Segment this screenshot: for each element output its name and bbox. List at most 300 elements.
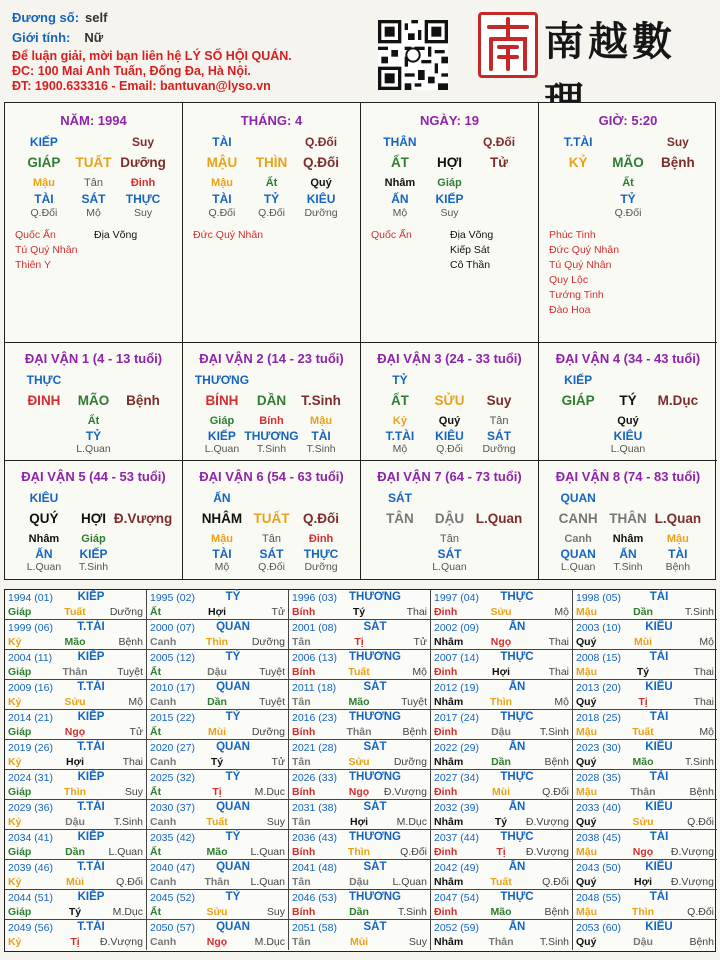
year-stage: Thai xyxy=(122,756,143,768)
year-branch: Dần xyxy=(349,906,369,918)
year-cell xyxy=(5,680,147,710)
year-branch: Thìn xyxy=(205,636,229,648)
pillar-row-cell: Tử xyxy=(490,155,509,170)
year-label: 2010 (17) xyxy=(150,682,195,694)
year-stage: Bệnh xyxy=(544,756,569,768)
year-stage: Suy xyxy=(266,816,285,828)
year-stem: Quý xyxy=(576,636,597,648)
year-stem: Quý xyxy=(576,936,597,948)
year-cell xyxy=(147,860,289,890)
dai-van-title: ĐẠI VẬN 8 (74 - 83 tuổi) xyxy=(555,469,701,484)
year-stem: Mậu xyxy=(576,666,597,678)
dai-van-hidden-cell: TỶ xyxy=(85,429,102,443)
pillar-row-cell: Q.Đối xyxy=(305,135,338,149)
dai-van-hidden-cell: T.Sinh xyxy=(78,561,109,573)
dai-van-hidden-cell: SÁT xyxy=(259,547,284,561)
contact-line: Để luận giải, mời bạn liên hệ LÝ SỐ HỘI QUÁN. xyxy=(12,49,292,63)
year-stage: L.Quan xyxy=(250,876,285,888)
pillar-note: Đức Quý Nhân xyxy=(193,229,264,241)
year-cell xyxy=(431,890,573,920)
year-stem: Giáp xyxy=(8,846,32,858)
pillar-row-cell: Mộ xyxy=(392,207,408,219)
year-stem: Kỷ xyxy=(8,636,22,648)
dai-van-cell xyxy=(539,461,717,579)
pillar-row-cell: TỶ xyxy=(263,192,280,206)
year-stem: Tân xyxy=(292,816,311,828)
year-label: 2020 (27) xyxy=(150,742,195,754)
year-god: QUAN xyxy=(216,621,250,633)
pillar-note: Đức Quý Nhân xyxy=(549,244,620,256)
year-stem: Tân xyxy=(292,696,311,708)
owner-value: self xyxy=(85,10,108,25)
year-god: KIÊU xyxy=(645,921,673,933)
year-god: THƯƠNG xyxy=(349,591,401,603)
year-stem: Giáp xyxy=(8,786,32,798)
year-label: 1996 (03) xyxy=(292,592,337,604)
dai-van-cell xyxy=(5,343,183,461)
pillar-row-cell: Ất xyxy=(622,177,634,189)
year-god: KIẾP xyxy=(77,711,105,723)
year-cell xyxy=(5,770,147,800)
year-label: 2006 (13) xyxy=(292,652,337,664)
year-label: 2011 (18) xyxy=(292,682,337,694)
dai-van-hidden-cell: TÀI xyxy=(668,547,688,561)
year-cell xyxy=(431,770,573,800)
year-branch: Sửu xyxy=(490,606,512,618)
year-stem: Tân xyxy=(292,936,311,948)
dai-van-hidden-cell: Nhâm xyxy=(612,533,644,545)
year-branch: Thìn xyxy=(631,906,655,918)
pillar-title: NĂM: 1994 xyxy=(60,113,127,128)
year-branch: Mùi xyxy=(491,786,511,798)
year-god: THỰC xyxy=(500,651,534,663)
year-god: KIẾP xyxy=(77,771,105,783)
dai-van-title: ĐẠI VẬN 3 (24 - 33 tuổi) xyxy=(377,351,522,366)
year-cell xyxy=(431,800,573,830)
year-stage: Bệnh xyxy=(118,636,143,648)
year-stage: Dưỡng xyxy=(251,636,285,648)
year-stage: T.Sinh xyxy=(539,726,569,738)
year-branch: Hợi xyxy=(350,816,368,828)
year-stage: Thai xyxy=(548,636,569,648)
year-god: QUAN xyxy=(216,861,250,873)
year-stage: Mộ xyxy=(699,636,714,648)
seal-stamp-icon xyxy=(478,12,538,78)
pillar-row-cell: Suy xyxy=(132,135,155,149)
year-stem: Mậu xyxy=(576,606,597,618)
year-stage: Mộ xyxy=(699,726,714,738)
year-branch: Mùi xyxy=(65,876,85,888)
year-stage: M.Dục xyxy=(112,906,143,918)
year-branch: Hợi xyxy=(66,756,84,768)
dai-van-main-cell: ĐINH xyxy=(27,393,61,408)
pillar-row-cell: Q.Đối xyxy=(483,135,516,149)
dai-van-hidden-cell: T.TÀI xyxy=(385,429,415,443)
dai-van-main-cell: CANH xyxy=(558,511,598,526)
year-branch: Tý xyxy=(68,906,82,918)
dai-van-hidden-cell: T.Sinh xyxy=(613,561,643,573)
year-label: 2027 (34) xyxy=(434,772,479,784)
year-god: TÀI xyxy=(649,651,669,663)
year-god: TỶ xyxy=(225,651,241,663)
year-stem: Ất xyxy=(150,666,162,678)
year-label: 2052 (59) xyxy=(434,922,479,934)
year-stem: Canh xyxy=(150,816,177,828)
year-label: 2041 (48) xyxy=(292,862,337,874)
year-stem: Kỷ xyxy=(8,756,22,768)
year-cell xyxy=(147,890,289,920)
pillar-row-cell: THÂN xyxy=(383,135,417,149)
year-branch: Mão xyxy=(632,756,654,768)
year-branch: Sửu xyxy=(348,756,370,768)
year-branch: Thìn xyxy=(489,696,513,708)
year-label: 2038 (45) xyxy=(576,832,621,844)
dai-van-god: THỰC xyxy=(26,373,62,387)
year-god: KIÊU xyxy=(645,741,673,753)
year-stem: Kỷ xyxy=(8,696,22,708)
dai-van-main-cell: DẦN xyxy=(256,393,287,408)
year-stem: Đinh xyxy=(434,666,458,678)
year-cell xyxy=(5,710,147,740)
dai-van-hidden-cell: QUAN xyxy=(560,547,596,561)
dai-van-main-cell: SỬU xyxy=(434,393,465,408)
pillar-row-cell: Suy xyxy=(440,207,459,219)
pillar-row-cell: TỶ xyxy=(620,192,636,206)
pillar-note: Quốc Ấn xyxy=(371,229,412,241)
year-branch: Hợi xyxy=(492,666,510,678)
year-cell xyxy=(431,680,573,710)
year-stage: Suy xyxy=(408,936,427,948)
pillar-row-cell: Suy xyxy=(666,135,689,149)
pillar-row-cell: Đinh xyxy=(130,177,156,189)
year-god: THƯƠNG xyxy=(349,891,401,903)
year-stem: Quý xyxy=(576,816,597,828)
year-stage: T.Sinh xyxy=(397,906,427,918)
pillar-row-cell: THỰC xyxy=(125,192,161,206)
dai-van-main-cell: Suy xyxy=(486,393,512,408)
year-cell xyxy=(573,890,717,920)
year-stage: Đ.Vượng xyxy=(670,846,714,858)
pillar-title: NGÀY: 19 xyxy=(420,113,479,128)
palace-grid xyxy=(4,102,716,580)
year-stem: Canh xyxy=(150,936,177,948)
year-label: 2043 (50) xyxy=(576,862,621,874)
year-branch: Mùi xyxy=(633,636,653,648)
dai-van-hidden-cell: Canh xyxy=(564,533,592,545)
dai-van-hidden-cell: T.Sinh xyxy=(256,443,287,455)
dai-van-hidden-cell: L.Quan xyxy=(432,561,467,573)
year-stage: Tuyệt xyxy=(117,666,143,678)
year-stage: Bệnh xyxy=(689,786,714,798)
year-cell xyxy=(147,830,289,860)
year-cell xyxy=(147,800,289,830)
pillar-row-cell: Dưỡng xyxy=(120,155,166,170)
year-stem: Mậu xyxy=(576,786,597,798)
year-label: 2034 (41) xyxy=(8,832,53,844)
year-branch: Hợi xyxy=(634,876,652,888)
year-god: THƯƠNG xyxy=(349,651,401,663)
year-cell xyxy=(289,710,431,740)
year-stage: Bệnh xyxy=(689,936,714,948)
pillar-row-cell: GIÁP xyxy=(27,155,61,170)
year-label: 2049 (56) xyxy=(8,922,53,934)
year-god: ẤN xyxy=(508,681,526,693)
dai-van-hidden-cell: Dưỡng xyxy=(304,561,338,573)
year-branch: Dậu xyxy=(491,726,511,738)
year-cell xyxy=(431,650,573,680)
year-stem: Tân xyxy=(292,756,311,768)
dai-van-cell xyxy=(5,461,183,579)
year-branch: Tý xyxy=(636,666,650,678)
pillar-row-cell: Giáp xyxy=(437,177,462,189)
year-branch: Tuất xyxy=(632,726,654,738)
pillar-note: Quốc Ấn xyxy=(15,229,56,241)
year-label: 2051 (58) xyxy=(292,922,337,934)
year-stem: Bính xyxy=(292,786,316,798)
year-branch: Tuất xyxy=(348,666,370,678)
pillar-row-cell: Tân xyxy=(84,177,103,189)
dai-van-main-cell: M.Dục xyxy=(657,393,699,408)
pillar-row-cell: Dưỡng xyxy=(304,207,338,219)
year-label: 2023 (30) xyxy=(576,742,621,754)
year-stage: M.Dục xyxy=(254,786,285,798)
year-label: 2022 (29) xyxy=(434,742,479,754)
year-stem: Nhâm xyxy=(434,636,464,648)
year-stem: Nhâm xyxy=(434,936,464,948)
year-god: QUAN xyxy=(216,681,250,693)
year-label: 1994 (01) xyxy=(8,592,53,604)
dai-van-hidden-cell: SÁT xyxy=(437,547,462,561)
year-label: 2050 (57) xyxy=(150,922,195,934)
year-branch: Thân xyxy=(204,876,230,888)
year-cell xyxy=(147,920,289,950)
year-stage: Tuyệt xyxy=(401,696,427,708)
year-cell xyxy=(289,650,431,680)
year-stage: Tử xyxy=(271,756,285,768)
pillar-row-cell: KIẾP xyxy=(435,192,464,206)
pillar-note: Thiên Y xyxy=(15,259,51,271)
year-god: ẤN xyxy=(508,621,526,633)
year-stem: Đinh xyxy=(434,606,458,618)
year-cell xyxy=(573,620,717,650)
dai-van-hidden-cell: T.Sinh xyxy=(306,443,336,455)
year-cell xyxy=(431,590,573,620)
pillar-row-cell: HỢI xyxy=(436,155,463,170)
year-stage: L.Quan xyxy=(392,876,427,888)
dai-van-main-cell: TÝ xyxy=(619,393,637,408)
pillar-note: Đào Hoa xyxy=(549,304,591,316)
year-god: TỶ xyxy=(225,711,241,723)
year-cell xyxy=(431,740,573,770)
dai-van-hidden-cell: Dưỡng xyxy=(482,443,516,455)
year-label: 2002 (09) xyxy=(434,622,479,634)
year-god: SÁT xyxy=(363,861,387,873)
year-cell xyxy=(5,800,147,830)
year-stem: Mậu xyxy=(576,846,597,858)
year-stem: Canh xyxy=(150,756,177,768)
year-branch: Tuất xyxy=(490,876,512,888)
year-cell xyxy=(573,710,717,740)
year-god: KIÊU xyxy=(645,621,673,633)
dai-van-hidden-cell: Tân xyxy=(489,415,509,427)
dai-van-hidden-cell: TÀI xyxy=(311,429,331,443)
year-label: 2018 (25) xyxy=(576,712,621,724)
year-cell xyxy=(431,830,573,860)
dai-van-god: ẤN xyxy=(213,491,231,505)
year-stage: Bệnh xyxy=(402,726,427,738)
year-stage: Tuyệt xyxy=(259,696,285,708)
dai-van-cell xyxy=(183,343,361,461)
year-stage: Tử xyxy=(413,636,427,648)
year-god: TỶ xyxy=(225,591,241,603)
year-stem: Bính xyxy=(292,606,316,618)
pillar-row-cell: T.TÀI xyxy=(563,135,593,149)
year-stage: M.Dục xyxy=(254,936,285,948)
year-god: THỰC xyxy=(500,771,534,783)
year-label: 1998 (05) xyxy=(576,592,621,604)
dai-van-hidden-cell: Giáp xyxy=(81,533,106,545)
year-cell xyxy=(573,920,717,950)
year-cell xyxy=(5,860,147,890)
dai-van-hidden-cell: Mậu xyxy=(666,533,689,545)
dai-van-main-cell: TÂN xyxy=(386,511,414,526)
year-branch: Sửu xyxy=(206,906,228,918)
pillar-row-cell: KIÊU xyxy=(306,192,336,206)
year-label: 2009 (16) xyxy=(8,682,53,694)
dai-van-hidden-cell: L.Quan xyxy=(560,561,596,573)
pillar-note: Phúc Tinh xyxy=(549,229,596,241)
year-cell xyxy=(5,620,147,650)
year-stage: Q.Đối xyxy=(542,786,569,798)
year-label: 2039 (46) xyxy=(8,862,53,874)
pillar-row-cell: MẬU xyxy=(206,155,238,170)
year-stage: Đ.Vượng xyxy=(383,786,427,798)
dai-van-hidden-cell: Ất xyxy=(87,415,100,427)
pillar-note: Kiếp Sát xyxy=(450,244,490,256)
year-label: 1999 (06) xyxy=(8,622,53,634)
year-god: KIÊU xyxy=(645,681,673,693)
dai-van-god: KIÊU xyxy=(29,491,59,505)
pillar-row-cell: Q.Đối xyxy=(303,155,340,170)
dai-van-main-cell: QUÝ xyxy=(29,511,59,526)
year-cell xyxy=(289,680,431,710)
year-label: 2007 (14) xyxy=(434,652,479,664)
dai-van-title: ĐẠI VẬN 2 (14 - 23 tuổi) xyxy=(199,351,344,366)
year-branch: Hợi xyxy=(208,606,226,618)
year-cell xyxy=(289,800,431,830)
year-god: SÁT xyxy=(363,741,387,753)
dai-van-hidden-cell: Tân xyxy=(440,533,459,545)
year-cell xyxy=(289,740,431,770)
year-stem: Nhâm xyxy=(434,876,464,888)
year-branch: Tị xyxy=(496,846,506,858)
year-branch: Ngọ xyxy=(490,636,512,648)
year-cell xyxy=(573,860,717,890)
dai-van-cell xyxy=(539,343,717,461)
year-stage: Bệnh xyxy=(544,906,569,918)
dai-van-hidden-cell: KIÊU xyxy=(435,429,464,443)
year-cell xyxy=(431,920,573,950)
year-god: T.TÀI xyxy=(77,621,105,633)
dai-van-hidden-cell: L.Quan xyxy=(76,443,111,455)
dai-van-hidden-cell: ẤN xyxy=(35,547,53,561)
pillar-row-cell: TÀI xyxy=(212,192,232,206)
year-god: T.TÀI xyxy=(77,921,105,933)
year-stem: Canh xyxy=(150,636,177,648)
year-god: TỶ xyxy=(225,891,241,903)
year-god: ẤN xyxy=(508,861,526,873)
year-stem: Canh xyxy=(150,696,177,708)
address-line: ĐC: 100 Mai Anh Tuấn, Đống Đa, Hà Nội. xyxy=(12,64,251,78)
year-stage: Q.Đối xyxy=(116,876,143,888)
year-god: THỰC xyxy=(500,591,534,603)
dai-van-hidden-cell: Mậu xyxy=(310,415,333,427)
year-stem: Ất xyxy=(150,726,162,738)
year-label: 2053 (60) xyxy=(576,922,621,934)
dai-van-title: ĐẠI VẬN 5 (44 - 53 tuổi) xyxy=(21,469,166,484)
year-god: TÀI xyxy=(649,891,669,903)
year-god: SÁT xyxy=(363,621,387,633)
year-label: 2003 (10) xyxy=(576,622,621,634)
gender-label: Giới tính: xyxy=(12,30,71,45)
pillar-row-cell: ẤT xyxy=(390,155,409,170)
dai-van-god: TỶ xyxy=(392,373,408,387)
year-stem: Giáp xyxy=(8,726,32,738)
year-stage: Suy xyxy=(266,906,285,918)
year-label: 2000 (07) xyxy=(150,622,195,634)
year-stage: Mộ xyxy=(554,696,569,708)
year-stem: Giáp xyxy=(8,606,32,618)
year-cell xyxy=(431,860,573,890)
pillar-row-cell: Suy xyxy=(134,207,153,219)
year-label: 2046 (53) xyxy=(292,892,337,904)
year-god: KIẾP xyxy=(77,591,105,603)
year-stem: Canh xyxy=(150,876,177,888)
pillar-row-cell: Q.Đối xyxy=(258,207,285,219)
dai-van-hidden-cell: THỰC xyxy=(303,547,339,561)
pillar-title: GIỜ: 5:20 xyxy=(598,113,658,128)
year-stage: Q.Đối xyxy=(687,816,714,828)
year-god: TỶ xyxy=(225,771,241,783)
dai-van-cell xyxy=(361,461,539,579)
year-stage: Mộ xyxy=(128,696,143,708)
year-stem: Nhâm xyxy=(434,696,464,708)
dai-van-main-cell: HỢI xyxy=(80,511,107,526)
pillar-row-cell: TÀI xyxy=(212,135,232,149)
year-label: 2035 (42) xyxy=(150,832,195,844)
year-god: ẤN xyxy=(508,801,526,813)
year-branch: Dậu xyxy=(207,666,227,678)
year-god: THƯƠNG xyxy=(349,831,401,843)
year-label: 2040 (47) xyxy=(150,862,195,874)
dai-van-cell xyxy=(361,343,539,461)
year-god: TÀI xyxy=(649,771,669,783)
year-stem: Đinh xyxy=(434,726,458,738)
year-branch: Mão xyxy=(490,906,512,918)
year-god: THƯƠNG xyxy=(349,771,401,783)
year-god: THỰC xyxy=(500,831,534,843)
dai-van-hidden-cell: Mậu xyxy=(210,533,233,545)
dai-van-hidden-cell: Q.Đối xyxy=(258,561,285,573)
pillar-row-cell: Q.Đối xyxy=(614,207,642,219)
year-cell xyxy=(147,620,289,650)
qr-code-icon xyxy=(378,20,448,90)
year-stage: M.Dục xyxy=(396,816,427,828)
dai-van-main-cell: DẬU xyxy=(434,511,465,526)
dai-van-god: QUAN xyxy=(560,491,596,505)
year-cell xyxy=(147,740,289,770)
pillar-row-cell: Ất xyxy=(265,177,278,189)
